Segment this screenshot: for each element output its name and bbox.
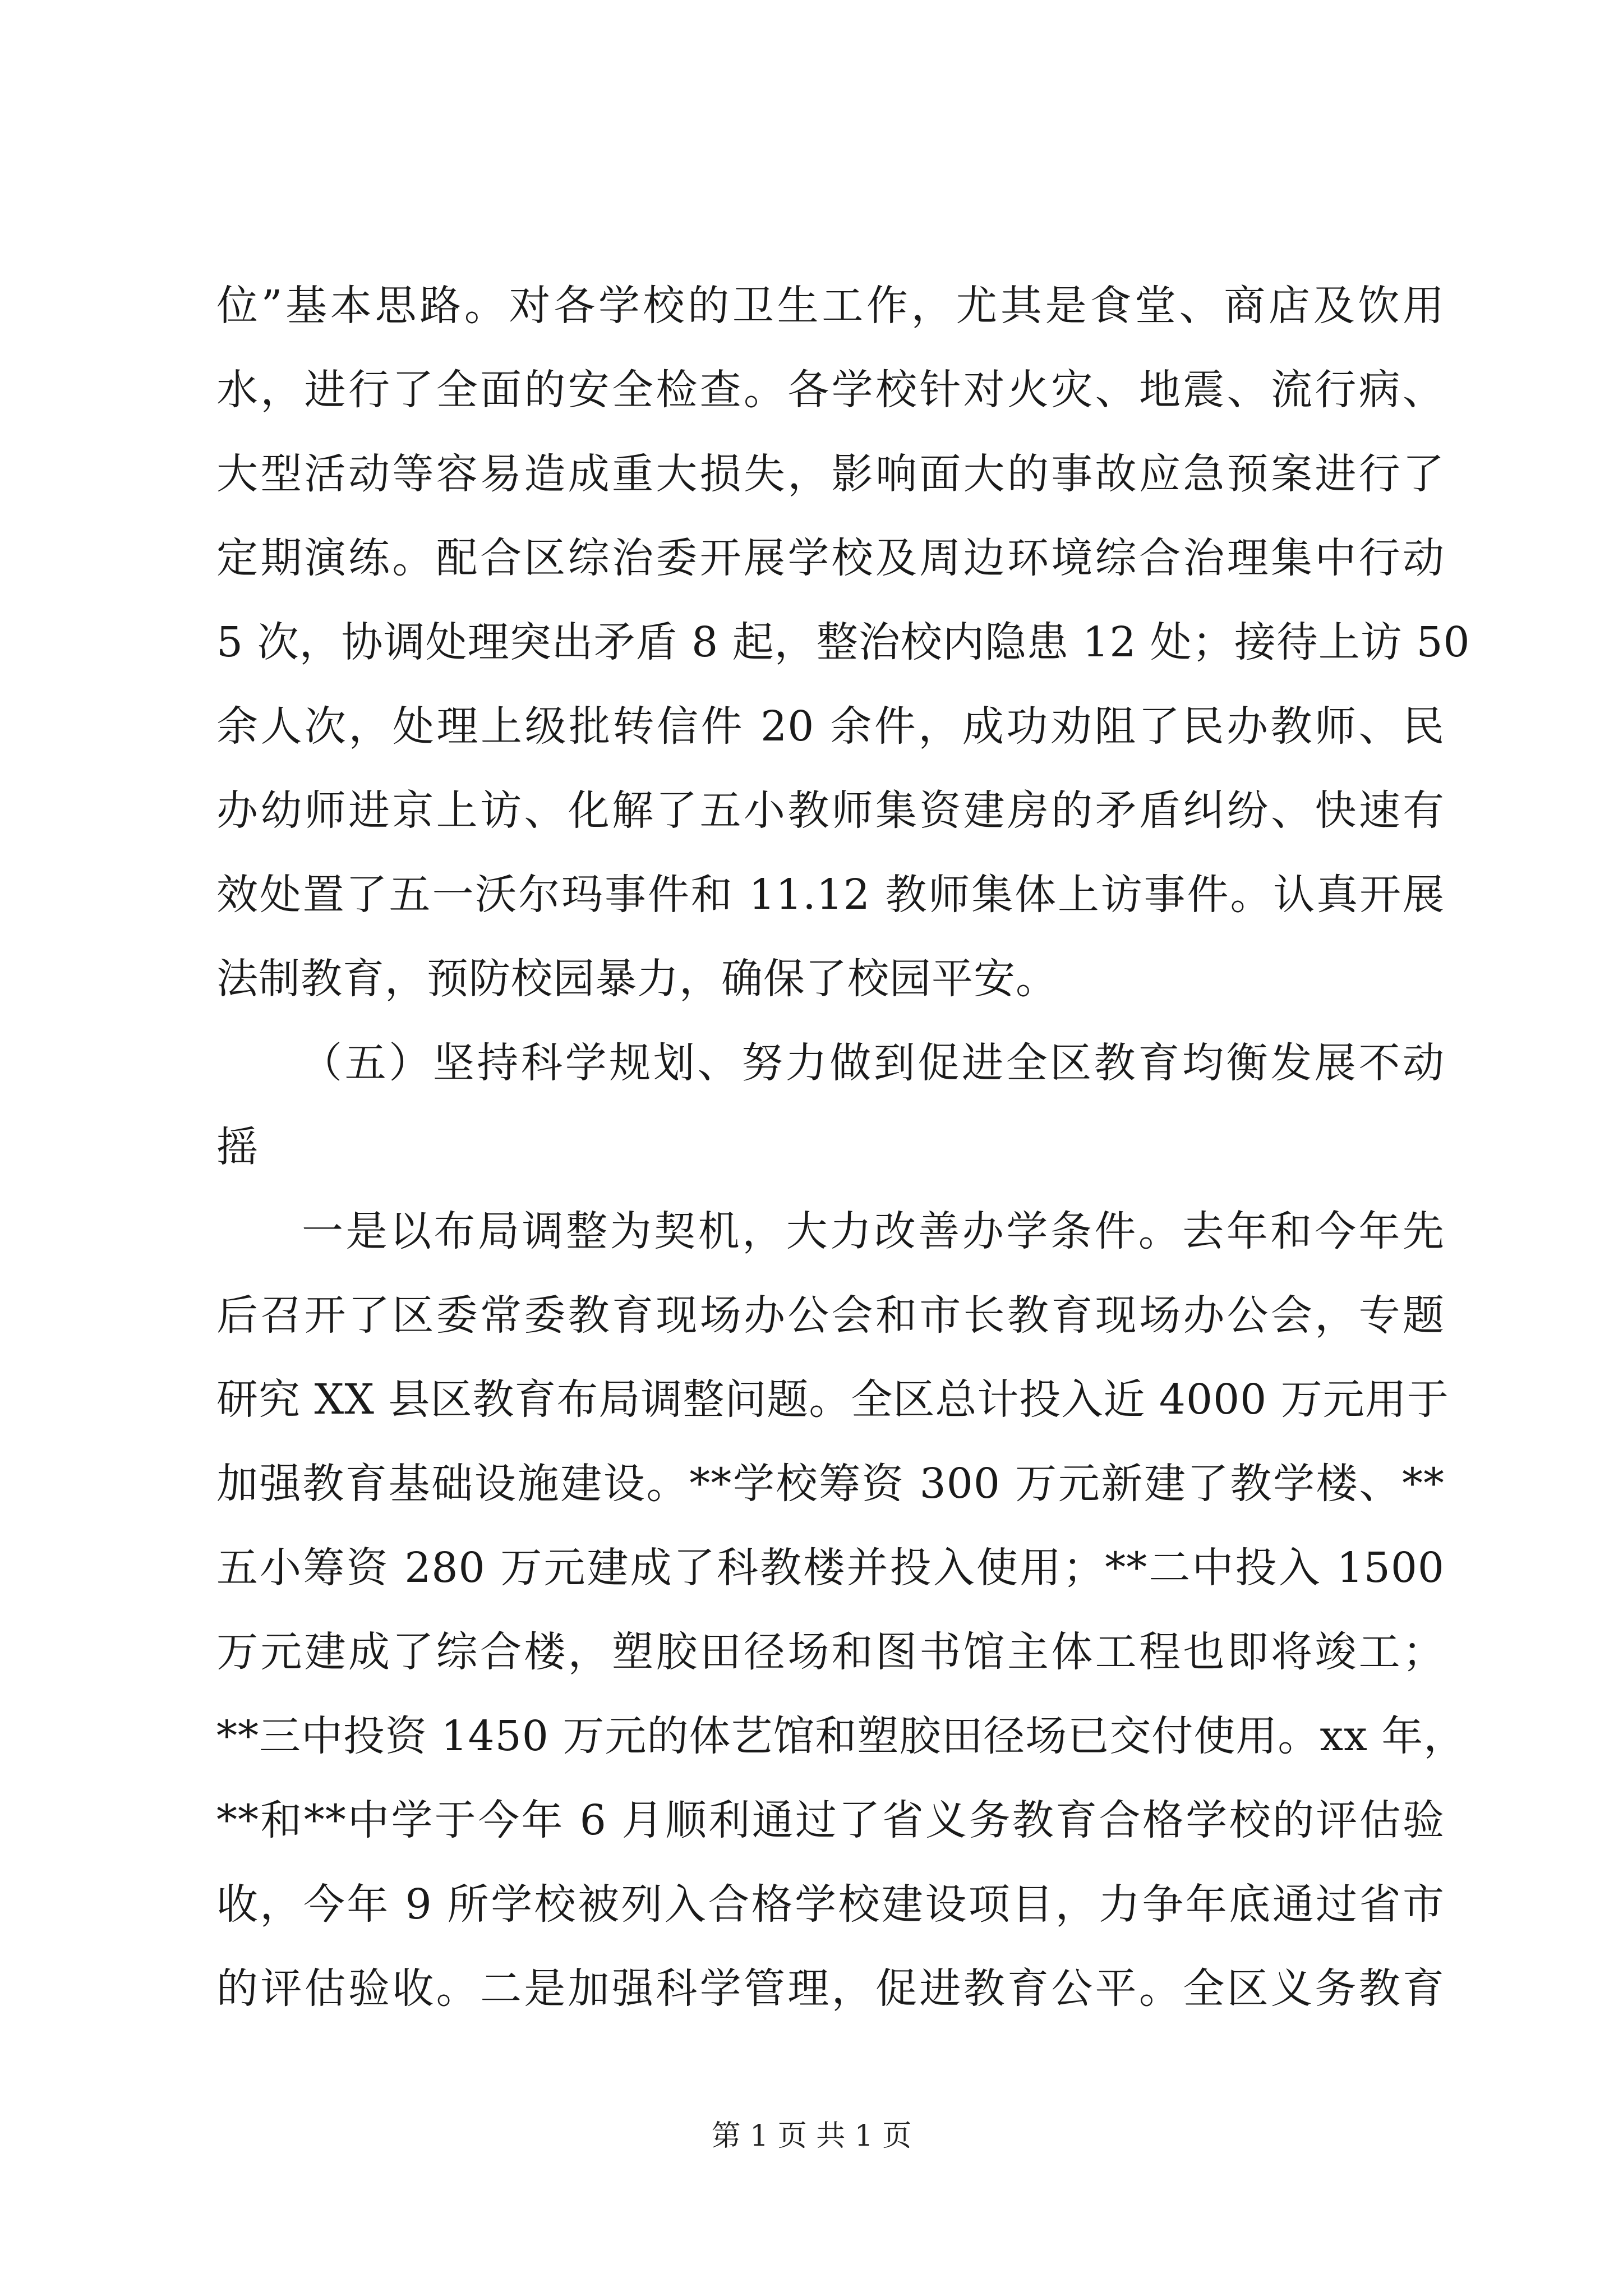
- text-line: 研究 XX 县区教育布局调整问题。全区总计投入近 4000 万元用于: [216, 1375, 1449, 1424]
- text-line: 位”基本思路。对各学校的卫生工作，尤其是食堂、商店及饮用: [216, 282, 1445, 330]
- text-line: 的评估验收。二是加强科学管理，促进教育公平。全区义务教育: [216, 1964, 1445, 2013]
- text-line: **和**中学于今年 6 月顺利通过了省义务教育合格学校的评估验: [216, 1796, 1445, 1844]
- text-line: 后召开了区委常委教育现场办公会和市长教育现场办公会，专题: [216, 1291, 1445, 1340]
- text-line: 收，今年 9 所学校被列入合格学校建设项目，力争年底通过省市: [216, 1880, 1445, 1929]
- section-heading-continuation: 摇: [216, 1123, 259, 1171]
- text-line: 大型活动等容易造成重大损失，影响面大的事故应急预案进行了: [216, 450, 1445, 498]
- body-text: [216, 264, 1470, 2031]
- text-line: 定期演练。配合区综治委开展学校及周边环境综合治理集中行动: [216, 534, 1445, 582]
- text-line: **三中投资 1450 万元的体艺馆和塑胶田径场已交付使用。xx 年，: [216, 1712, 1466, 1760]
- text-line: 水，进行了全面的安全检查。各学校针对火灾、地震、流行病、: [216, 366, 1445, 414]
- text-line: 一是以布局调整为契机，大力改善办学条件。去年和今年先: [302, 1207, 1445, 1255]
- text-line: 效处置了五一沃尔玛事件和 11.12 教师集体上访事件。认真开展: [216, 871, 1445, 919]
- section-heading: （五）坚持科学规划、努力做到促进全区教育均衡发展不动: [301, 1039, 1445, 1087]
- text-line: 万元建成了综合楼，塑胶田径场和图书馆主体工程也即将竣工；: [216, 1628, 1445, 1676]
- page-footer: [0, 2114, 1623, 2159]
- text-line: 办幼师进京上访、化解了五小教师集资建房的矛盾纠纷、快速有: [216, 786, 1445, 835]
- text-line: 余人次，处理上级批转信件 20 余件，成功劝阻了民办教师、民: [216, 702, 1445, 751]
- text-line: 加强教育基础设施建设。**学校筹资 300 万元新建了教学楼、**: [216, 1460, 1445, 1508]
- text-line: 法制教育，预防校园暴力，确保了校园平安。: [216, 955, 1058, 1003]
- text-line: 五小筹资 280 万元建成了科教楼并投入使用；**二中投入 1500: [216, 1544, 1445, 1592]
- page-number: 第 1 页 共 1 页: [711, 2119, 912, 2153]
- text-line: 5 次，协调处理突出矛盾 8 起，整治校内隐患 12 处；接待上访 50: [216, 618, 1470, 666]
